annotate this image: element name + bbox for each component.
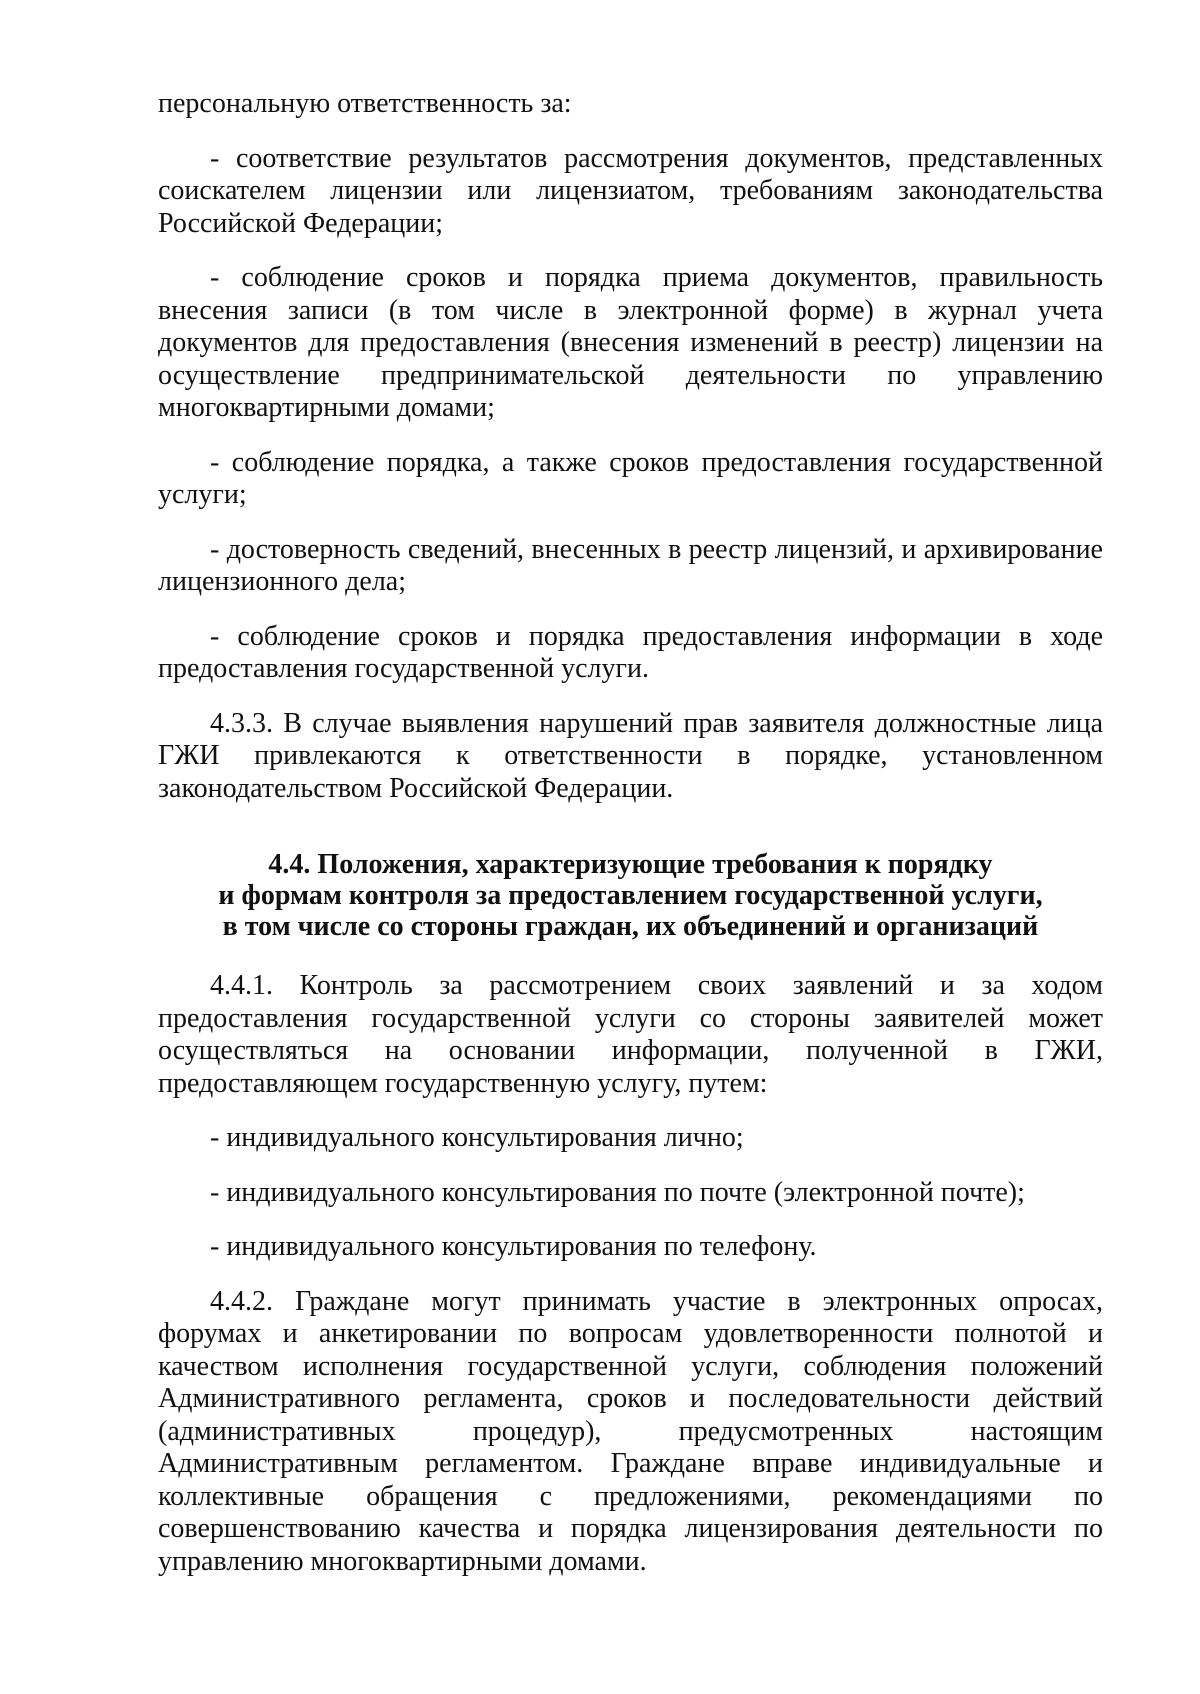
section-heading-line: и формам контроля за предоставлением государственной услуги,: [218, 880, 1043, 911]
consult-method-item: - индивидуального консультирования по телефону.: [210, 1231, 817, 1262]
clause-4-3-3: 4.3.3. В случае выявления нарушений прав заявителя должностные лица ГЖИ привлекаются к ответственности в порядке, установленном законодательством Российской Федерации.: [158, 707, 1103, 804]
responsibility-item: - достоверность сведений, внесенных в реестр лицензий, и архивирование лицензионного дела;: [158, 533, 1103, 597]
section-heading-line: 4.4. Положения, характеризующие требования к порядку: [268, 849, 993, 880]
consult-method-item: - индивидуального консультирования лично;: [210, 1122, 744, 1153]
responsibility-item: - соответствие результатов рассмотрения документов, представленных соискателем лицензии или лицензиатом, требованиям законодательства Российской Федерации;: [158, 142, 1103, 239]
intro-text: персональную ответственность за:: [158, 88, 572, 119]
responsibility-item: - соблюдение сроков и порядка предоставления информации в ходе предоставления государственной услуги.: [158, 620, 1103, 684]
clause-4-4-2: 4.4.2. Граждане могут принимать участие в электронных опросах, форумах и анкетировании по вопросам удовлетворенности полнотой и качеством исполнения государственной услуги, соблюдения положений Административного регламента, сроков и последовательности действий (административных процедур), предусмотренных настоящим Административным регламентом. Граждане вправе индивидуальные и коллективные обращения с предложениями, рекомендациями по совершенствованию качества и порядка лицензирования деятельности по управлению многоквартирными домами.: [158, 1285, 1103, 1577]
document-page: [158, 88, 1103, 1578]
responsibility-item: - соблюдение порядка, а также сроков предоставления государственной услуги;: [158, 446, 1103, 510]
responsibility-item: - соблюдение сроков и порядка приема документов, правильность внесения записи (в том числе в электронной форме) в журнал учета документов для предоставления (внесения изменений в реестр) лицензии на осуществление предпринимательской деятельности по управлению многоквартирными домами;: [158, 262, 1103, 423]
consult-method-item: - индивидуального консультирования по почте (электронной почте);: [210, 1176, 1025, 1208]
section-heading-line: в том числе со стороны граждан, их объединений и организаций: [222, 911, 1039, 942]
section-heading: [158, 849, 1103, 942]
clause-4-4-1: 4.4.1. Контроль за рассмотрением своих заявлений и за ходом предоставления государственной услуги со стороны заявителей может осуществляться на основании информации, полученной в ГЖИ, предоставляющем государственную услугу, путем:: [158, 970, 1103, 1099]
